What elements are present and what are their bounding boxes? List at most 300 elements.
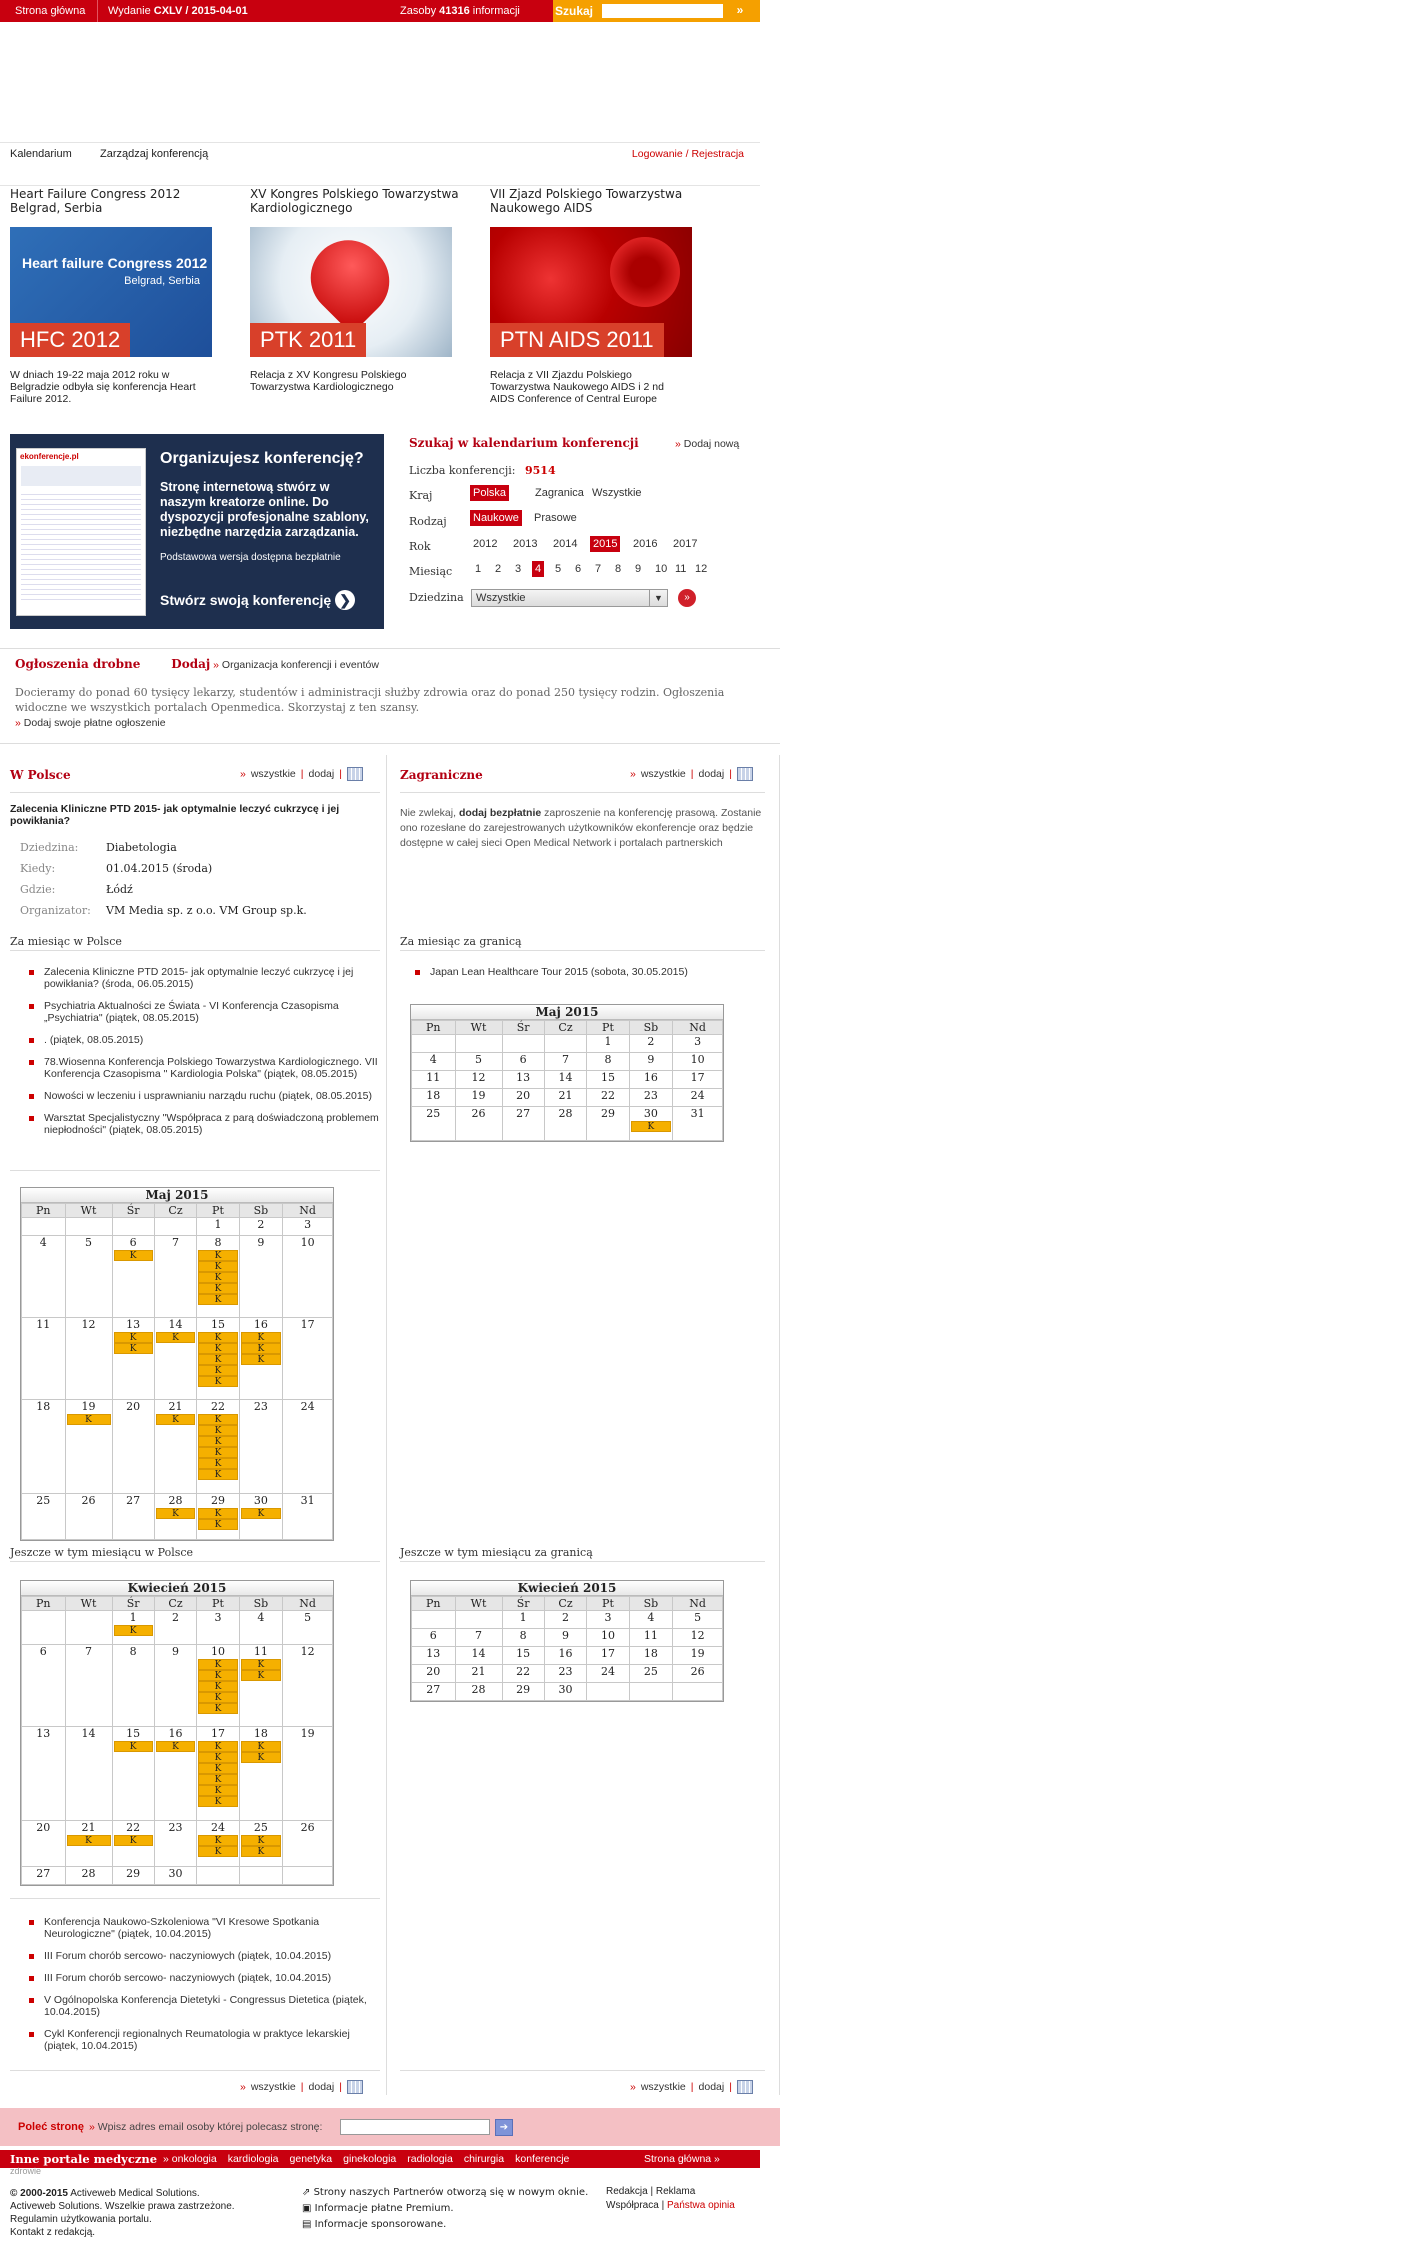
- event-marker[interactable]: K: [114, 1625, 153, 1636]
- calendar-may-abroad: [410, 1004, 724, 1142]
- list-item[interactable]: V Ogólnopolska Konferencja Dietetyki - Congressus Dietetica (piątek, 10.04.2015): [10, 1994, 380, 2018]
- calendar-day: 27: [112, 1494, 154, 1540]
- contact-link[interactable]: Kontakt z redakcją.: [10, 2227, 96, 2238]
- event-marker[interactable]: K: [198, 1774, 237, 1785]
- banner-body: Stronę internetową stwórz w naszym kreatorze online. Do dyspozycji profesjonalne szablony, niezbędne narzędzia zarządzania.: [160, 480, 369, 539]
- calendar-day: [197, 1867, 239, 1885]
- still-poland-list: [10, 1916, 380, 2062]
- event-marker[interactable]: K: [198, 1692, 237, 1703]
- terms-link[interactable]: Regulamin użytkowania portalu.: [10, 2214, 152, 2225]
- month-option[interactable]: 5: [555, 563, 562, 575]
- featured-image[interactable]: [490, 227, 692, 357]
- calendar-day: 12: [455, 1071, 502, 1089]
- calendar-day: 27: [412, 1683, 456, 1701]
- calendar-day: 6: [502, 1053, 544, 1071]
- add-new-link[interactable]: » Dodaj nową: [675, 438, 740, 450]
- weekday-header: Wt: [455, 1021, 502, 1035]
- ads-add-paid[interactable]: » Dodaj swoje płatne ogłoszenie: [15, 717, 166, 729]
- calendar-day[interactable]: 22 K K K K K K: [197, 1400, 239, 1494]
- calendar-day: 3: [587, 1611, 629, 1629]
- calendar-day: 24: [673, 1089, 723, 1107]
- event-marker[interactable]: K: [67, 1835, 111, 1846]
- count-value: 9514: [524, 464, 556, 477]
- banner-logo: ekonferencje.pl: [20, 452, 79, 461]
- portals-list: » onkologia kardiologia genetyka ginekologia radiologia chirurgia konferencje: [163, 2153, 570, 2165]
- resources-info: Zasoby 41316 informacji: [400, 5, 520, 17]
- weekday-header: Nd: [673, 1597, 723, 1611]
- calendar-day: 7: [65, 1645, 112, 1727]
- type-option[interactable]: Prasowe: [534, 512, 577, 524]
- calendar-day[interactable]: 19 K: [65, 1400, 112, 1494]
- event-marker[interactable]: K: [198, 1250, 237, 1261]
- calendar-day: 19: [283, 1727, 333, 1821]
- recommend-send-icon[interactable]: ➔: [495, 2119, 513, 2136]
- calendar-day: 22: [587, 1089, 629, 1107]
- calendar-day: [22, 1611, 66, 1645]
- ads-text: Docieramy do ponad 60 tysięcy lekarzy, studentów i administracji służby zdrowia oraz do ponad 250 tysięcy rodzin. Ogłoszenia widoczne we wszystkich portalach Openmedica. Skorzystaj z ten szansy.: [15, 686, 725, 714]
- external-link-icon: ⇗: [302, 2187, 311, 2198]
- portals-home-label: Strona główna: [644, 2153, 712, 2165]
- calendar-day: [673, 1683, 723, 1701]
- event-marker[interactable]: K: [198, 1458, 237, 1469]
- weekday-header: Śr: [112, 1597, 154, 1611]
- calendar-day: 16: [544, 1647, 587, 1665]
- event-marker[interactable]: K: [198, 1425, 237, 1436]
- calendar-day: 10: [283, 1236, 333, 1318]
- add-link[interactable]: dodaj: [698, 767, 725, 780]
- poland-tools: » wszystkie | dodaj |: [235, 767, 363, 781]
- calendar-day[interactable]: 25 K K: [239, 1821, 283, 1867]
- calendar-day: [65, 1218, 112, 1236]
- event-marker[interactable]: K: [198, 1796, 237, 1807]
- calendar-day: 6: [22, 1645, 66, 1727]
- event-marker[interactable]: K: [198, 1835, 237, 1846]
- calendar-day: 12: [65, 1318, 112, 1400]
- event-marker[interactable]: K: [198, 1343, 237, 1354]
- list-item[interactable]: III Forum chorób sercowo- naczyniowych (piątek, 10.04.2015): [10, 1972, 380, 1984]
- event-marker[interactable]: K: [198, 1508, 237, 1519]
- heart-icon: [295, 227, 405, 334]
- calendar-icon[interactable]: [737, 2080, 753, 2094]
- month-option[interactable]: 7: [595, 563, 602, 575]
- type-option[interactable]: Naukowe: [470, 510, 522, 526]
- weekday-header: Sb: [629, 1021, 673, 1035]
- event-marker[interactable]: K: [114, 1835, 153, 1846]
- month-option[interactable]: 1: [475, 563, 482, 575]
- event-marker[interactable]: K: [198, 1763, 237, 1774]
- featured-tag: PTK 2011: [250, 323, 366, 357]
- list-item[interactable]: Psychiatria Aktualności ze Świata - VI Konferencja Czasopisma „Psychiatria" (piątek, 08.05.2015): [10, 1000, 380, 1024]
- featured-item[interactable]: [490, 187, 710, 405]
- calendar-day: [629, 1683, 673, 1701]
- month-option[interactable]: 10: [655, 563, 668, 575]
- weekday-header: Wt: [455, 1597, 502, 1611]
- calendar-day: 4: [239, 1611, 283, 1645]
- banner-cta[interactable]: [160, 590, 355, 610]
- featured-image-text: Heart failure Congress 2012: [22, 255, 208, 271]
- featured-image[interactable]: [10, 227, 212, 357]
- calendar-day[interactable]: 14 K: [154, 1318, 197, 1400]
- blood-cell-icon: [610, 237, 680, 307]
- calendar-day: 7: [455, 1629, 502, 1647]
- calendar-day: 14: [455, 1647, 502, 1665]
- legend-premium: Informacje płatne Premium.: [314, 2203, 454, 2214]
- legend-partners: Strony naszych Partnerów otworzą się w nowym oknie.: [313, 2187, 589, 2198]
- weekday-header: Śr: [502, 1597, 544, 1611]
- year-label: Rok: [409, 540, 431, 553]
- event-marker[interactable]: K: [631, 1121, 672, 1132]
- calendar-day: 2: [154, 1611, 197, 1645]
- event-marker[interactable]: K: [198, 1670, 237, 1681]
- calendar-day: [283, 1867, 333, 1885]
- calendar-day: [544, 1035, 587, 1053]
- year-option[interactable]: 2015: [590, 536, 620, 552]
- calendar-day: 26: [455, 1107, 502, 1141]
- month-label: Miesiąc: [409, 565, 453, 578]
- calendar-day: 2: [239, 1218, 283, 1236]
- footer-cooperation-link[interactable]: Współpraca: [606, 2200, 659, 2211]
- abroad-intro: [400, 806, 765, 851]
- featured-title[interactable]: XV Kongres Polskiego Towarzystwa Kardiologicznego: [250, 187, 459, 215]
- event-marker[interactable]: K: [198, 1519, 237, 1530]
- portal-link[interactable]: chirurgia: [463, 2153, 505, 2165]
- event-marker[interactable]: K: [198, 1332, 237, 1343]
- ads-add-link[interactable]: Dodaj: [171, 657, 211, 671]
- featured-title[interactable]: Heart Failure Congress 2012 Belgrad, Serbia: [10, 187, 181, 215]
- weekday-header: Cz: [154, 1204, 197, 1218]
- portals-more[interactable]: zdrowie: [10, 2166, 42, 2176]
- calendar-day: 20: [112, 1400, 154, 1494]
- month-option[interactable]: 2: [495, 563, 502, 575]
- portal-link[interactable]: ginekologia: [343, 2153, 397, 2165]
- calendar-day[interactable]: 16 K: [154, 1727, 197, 1821]
- calendar-day: 28: [455, 1683, 502, 1701]
- calendar-day[interactable]: 15 K: [112, 1727, 154, 1821]
- footer-copy: [10, 2187, 280, 2239]
- event-marker[interactable]: K: [198, 1294, 237, 1305]
- calendar-day[interactable]: 17 K K K K K K: [197, 1727, 239, 1821]
- country-label: Kraj: [409, 489, 433, 502]
- calendar-day[interactable]: 22 K: [112, 1821, 154, 1867]
- document-icon: ▤: [302, 2219, 312, 2230]
- calendar-day: 22: [502, 1665, 544, 1683]
- event-marker[interactable]: K: [241, 1343, 282, 1354]
- month-option[interactable]: 6: [575, 563, 582, 575]
- calendar-day: [412, 1611, 456, 1629]
- calendar-day[interactable]: 21 K: [154, 1400, 197, 1494]
- ekonferencje-banner[interactable]: [10, 434, 384, 629]
- calendar-day: 1: [587, 1035, 629, 1053]
- portal-link[interactable]: konferencje: [515, 2153, 570, 2165]
- banner-cta-label: Stwórz swoją konferencję: [160, 592, 332, 608]
- calendar-day: 19: [673, 1647, 723, 1665]
- conference-search: [409, 436, 749, 604]
- year-option[interactable]: 2014: [553, 538, 578, 550]
- home-link[interactable]: Strona główna: [15, 5, 86, 17]
- event-marker[interactable]: K: [198, 1283, 237, 1294]
- month-option[interactable]: 3: [515, 563, 522, 575]
- portal-link[interactable]: genetyka: [289, 2153, 333, 2165]
- event-marker[interactable]: K: [156, 1508, 196, 1519]
- info-key: Gdzie:: [20, 883, 56, 896]
- calendar-day: 20: [502, 1089, 544, 1107]
- event-marker[interactable]: K: [241, 1670, 282, 1681]
- info-value: 01.04.2015 (środa): [106, 862, 213, 875]
- month-option[interactable]: 11: [675, 563, 687, 575]
- calendar-month-title: Kwiecień 2015: [411, 1581, 723, 1596]
- calendar-day: 21: [455, 1665, 502, 1683]
- calendar-day: 12: [673, 1629, 723, 1647]
- event-marker[interactable]: K: [241, 1354, 282, 1365]
- event-marker[interactable]: K: [198, 1365, 237, 1376]
- featured-item[interactable]: [10, 187, 230, 405]
- event-info: [12, 836, 315, 922]
- login-link[interactable]: Logowanie / Rejestracja: [631, 148, 744, 160]
- all-link[interactable]: wszystkie: [250, 767, 296, 780]
- field-select[interactable]: [471, 589, 668, 607]
- event-marker[interactable]: K: [241, 1846, 282, 1857]
- nav-calendar[interactable]: Kalendarium: [10, 148, 72, 160]
- event-marker[interactable]: K: [198, 1469, 237, 1480]
- event-marker[interactable]: K: [198, 1436, 237, 1447]
- event-marker[interactable]: K: [241, 1659, 282, 1670]
- featured-title[interactable]: VII Zjazd Polskiego Towarzystwa Naukowego AIDS: [490, 187, 683, 215]
- footer-editorial-link[interactable]: Redakcja: [606, 2186, 648, 2197]
- calendar-icon[interactable]: [347, 2080, 363, 2094]
- event-marker[interactable]: K: [67, 1414, 111, 1425]
- event-marker[interactable]: K: [156, 1332, 196, 1343]
- all-link[interactable]: wszystkie: [640, 2080, 686, 2093]
- calendar-day: 20: [22, 1821, 66, 1867]
- footer-ads-link[interactable]: Reklama: [655, 2186, 696, 2197]
- add-link[interactable]: dodaj: [308, 767, 335, 780]
- list-item[interactable]: Japan Lean Healthcare Tour 2015 (sobota, 30.05.2015): [396, 966, 761, 978]
- portal-link[interactable]: radiologia: [407, 2153, 453, 2165]
- month-option[interactable]: 12: [695, 563, 708, 575]
- list-item[interactable]: Konferencja Naukowo-Szkoleniowa "VI Kresowe Spotkania Neurologiczne" (piątek, 10.04.2015): [10, 1916, 380, 1940]
- calendar-day: 29: [112, 1867, 154, 1885]
- event-marker[interactable]: K: [198, 1785, 237, 1796]
- calendar-day[interactable]: 28 K: [154, 1494, 197, 1540]
- calendar-day: 2: [544, 1611, 587, 1629]
- weekday-header: Cz: [544, 1597, 587, 1611]
- calendar-day[interactable]: 24 K K: [197, 1821, 239, 1867]
- calendar-day: 16: [629, 1071, 673, 1089]
- calendar-day: 28: [544, 1107, 587, 1141]
- calendar-day[interactable]: 6 K: [112, 1236, 154, 1318]
- event-marker[interactable]: K: [198, 1447, 237, 1458]
- calendar-day[interactable]: 30 K: [239, 1494, 283, 1540]
- info-key: Dziedzina:: [20, 841, 79, 854]
- event-marker[interactable]: K: [198, 1741, 237, 1752]
- portal-link[interactable]: onkologia: [171, 2153, 217, 2165]
- month-abroad-list: [396, 966, 761, 988]
- calendar-day: 11: [629, 1629, 673, 1647]
- add-link[interactable]: dodaj: [308, 2080, 335, 2093]
- featured-desc: Relacja z XV Kongresu Polskiego Towarzystwa Kardiologicznego: [250, 369, 407, 393]
- event-marker[interactable]: K: [241, 1332, 282, 1343]
- event-marker[interactable]: K: [241, 1741, 282, 1752]
- weekday-header: Pt: [587, 1021, 629, 1035]
- calendar-day: 9: [154, 1645, 197, 1727]
- event-marker[interactable]: K: [198, 1752, 237, 1763]
- intro-text: Nie zwlekaj,: [400, 807, 459, 819]
- calendar-day[interactable]: 30 K: [629, 1107, 673, 1141]
- search-submit-icon[interactable]: »: [678, 589, 696, 607]
- calendar-day: 26: [283, 1821, 333, 1867]
- list-item[interactable]: III Forum chorób sercowo- naczyniowych (piątek, 10.04.2015): [10, 1950, 380, 1962]
- weekday-header: Pn: [22, 1597, 66, 1611]
- info-value: Łódź: [106, 883, 133, 896]
- footer-legend: [302, 2185, 588, 2233]
- calendar-day: 17: [587, 1647, 629, 1665]
- edition-label: Wydanie CXLV / 2015-04-01: [108, 5, 248, 17]
- calendar-day: [65, 1611, 112, 1645]
- event-marker[interactable]: K: [198, 1354, 237, 1365]
- weekday-header: Pn: [412, 1597, 456, 1611]
- calendar-month-title: Maj 2015: [411, 1005, 723, 1020]
- country-option[interactable]: Polska: [470, 485, 509, 501]
- all-link[interactable]: wszystkie: [250, 2080, 296, 2093]
- weekday-header: Pn: [22, 1204, 66, 1218]
- banner-screenshot: [16, 448, 146, 616]
- calendar-day: 8: [112, 1645, 154, 1727]
- event-marker[interactable]: K: [198, 1261, 237, 1272]
- add-new-label: Dodaj nową: [683, 438, 740, 450]
- calendar-day: 13: [502, 1071, 544, 1089]
- event-marker[interactable]: K: [241, 1835, 282, 1846]
- calendar-icon[interactable]: [737, 767, 753, 781]
- year-option[interactable]: 2013: [513, 538, 538, 550]
- event-marker[interactable]: K: [241, 1752, 282, 1763]
- ads-title: Ogłoszenia drobne: [15, 657, 141, 671]
- search-label: Szukaj: [555, 4, 594, 18]
- weekday-header: Śr: [502, 1021, 544, 1035]
- featured-item[interactable]: [250, 187, 470, 393]
- weekday-header: Śr: [112, 1204, 154, 1218]
- month-option[interactable]: 4: [532, 561, 544, 577]
- year-option[interactable]: 2017: [673, 538, 698, 550]
- recommend-email-input[interactable]: [340, 2119, 490, 2135]
- calendar-day: 5: [65, 1236, 112, 1318]
- event-marker[interactable]: K: [156, 1414, 196, 1425]
- footer-links: Redakcja | Reklama Współpraca | Państwa opinia: [606, 2186, 735, 2211]
- calendar-day: 24: [283, 1400, 333, 1494]
- calendar-day: 4: [412, 1053, 456, 1071]
- calendar-day[interactable]: 13 K K: [112, 1318, 154, 1400]
- event-marker[interactable]: K: [114, 1332, 153, 1343]
- calendar-day: 1: [502, 1611, 544, 1629]
- event-marker[interactable]: K: [198, 1272, 237, 1283]
- calendar-day[interactable]: 15 K K K K K: [197, 1318, 239, 1400]
- calendar-day: 17: [673, 1071, 723, 1089]
- calendar-day: 18: [629, 1647, 673, 1665]
- event-marker[interactable]: K: [156, 1741, 196, 1752]
- calendar-day[interactable]: 1 K: [112, 1611, 154, 1645]
- type-label: Rodzaj: [409, 515, 447, 528]
- calendar-day: 3: [673, 1035, 723, 1053]
- calendar-day: 26: [673, 1665, 723, 1683]
- month-option[interactable]: 8: [615, 563, 622, 575]
- calendar-day[interactable]: 21 K: [65, 1821, 112, 1867]
- abroad-tools-bottom: » wszystkie | dodaj |: [625, 2080, 753, 2094]
- calendar-day: 30: [544, 1683, 587, 1701]
- country-option[interactable]: Zagranica: [535, 487, 584, 499]
- portals-home[interactable]: Strona główna »: [644, 2153, 720, 2165]
- calendar-day[interactable]: 18 K K: [239, 1727, 283, 1821]
- portal-link[interactable]: kardiologia: [227, 2153, 279, 2165]
- year-option[interactable]: 2012: [473, 538, 498, 550]
- calendar-day[interactable]: 10 K K K K K: [197, 1645, 239, 1727]
- event-marker[interactable]: K: [114, 1741, 153, 1752]
- add-link[interactable]: dodaj: [698, 2080, 725, 2093]
- calendar-day: 26: [65, 1494, 112, 1540]
- list-item[interactable]: 78.Wiosenna Konferencja Polskiego Towarzystwa Kardiologicznego. VII Konferencja Czasopisma " Kardiologia Polska" (piątek, 08.05.2015): [10, 1056, 380, 1080]
- event-marker[interactable]: K: [198, 1659, 237, 1670]
- calendar-day: 15: [502, 1647, 544, 1665]
- event-marker[interactable]: K: [114, 1343, 153, 1354]
- event-marker[interactable]: K: [198, 1703, 237, 1714]
- featured-image[interactable]: [250, 227, 452, 357]
- calendar-day: 11: [22, 1318, 66, 1400]
- chevron-down-icon: ▼: [649, 590, 667, 606]
- ads-category[interactable]: Organizacja konferencji i eventów: [221, 659, 379, 671]
- list-item[interactable]: Warsztat Specjalistyczny "Współpraca z parą doświadczoną problemem niepłodności" (piątek, 08.05.2015): [10, 1112, 380, 1136]
- event-marker[interactable]: K: [241, 1508, 282, 1519]
- weekday-header: Sb: [239, 1597, 283, 1611]
- month-option[interactable]: 9: [635, 563, 642, 575]
- all-link[interactable]: wszystkie: [640, 767, 686, 780]
- event-marker[interactable]: K: [198, 1846, 237, 1857]
- calendar-day: 9: [239, 1236, 283, 1318]
- calendar-day: 23: [629, 1089, 673, 1107]
- calendar-day[interactable]: 29 K K: [197, 1494, 239, 1540]
- calendar-day[interactable]: 16 K K K: [239, 1318, 283, 1400]
- calendar-day: 29: [502, 1683, 544, 1701]
- featured-event-title[interactable]: Zalecenia Kliniczne PTD 2015- jak optymalnie leczyć cukrzycę i jej powikłania?: [10, 803, 340, 827]
- year-option[interactable]: 2016: [633, 538, 658, 550]
- calendar-day: [587, 1683, 629, 1701]
- featured-desc: W dniach 19-22 maja 2012 roku w Belgradzie odbyła się konferencja Heart Failure 2012.: [10, 369, 196, 405]
- info-key: Kiedy:: [20, 862, 56, 875]
- calendar-day: 9: [544, 1629, 587, 1647]
- search-go-button[interactable]: »: [725, 3, 755, 19]
- list-item[interactable]: Nowości w leczeniu i usprawnianiu narządu ruchu (piątek, 08.05.2015): [10, 1090, 380, 1102]
- country-option[interactable]: Wszystkie: [592, 487, 642, 499]
- intro-bold[interactable]: dodaj bezpłatnie: [458, 807, 542, 819]
- calendar-day[interactable]: 11 K K: [239, 1645, 283, 1727]
- calendar-icon[interactable]: [347, 767, 363, 781]
- calendar-day: 7: [544, 1053, 587, 1071]
- calendar-day: 18: [412, 1089, 456, 1107]
- event-marker[interactable]: K: [198, 1681, 237, 1692]
- list-item[interactable]: Cykl Konferencji regionalnych Reumatologia w praktyce lekarskiej (piątek, 10.04.2015): [10, 2028, 380, 2052]
- event-marker[interactable]: K: [198, 1376, 237, 1387]
- event-marker[interactable]: K: [198, 1414, 237, 1425]
- weekday-header: Cz: [154, 1597, 197, 1611]
- nav-manage[interactable]: Zarządzaj konferencją: [100, 148, 209, 160]
- footer-feedback-link[interactable]: Państwa opinia: [666, 2200, 735, 2211]
- info-value: VM Media sp. z o.o. VM Group sp.k.: [106, 904, 307, 917]
- list-item[interactable]: Zalecenia Kliniczne PTD 2015- jak optymalnie leczyć cukrzycę i jej powikłania? (środa, 06.05.2015): [10, 966, 380, 990]
- event-marker[interactable]: K: [114, 1250, 153, 1261]
- month-poland-list: [10, 966, 380, 1146]
- calendar-day: 30: [154, 1867, 197, 1885]
- calendar-day: [455, 1035, 502, 1053]
- search-input[interactable]: [602, 4, 723, 18]
- calendar-day[interactable]: 8 K K K K K: [197, 1236, 239, 1318]
- list-item[interactable]: . (piątek, 08.05.2015): [10, 1034, 380, 1046]
